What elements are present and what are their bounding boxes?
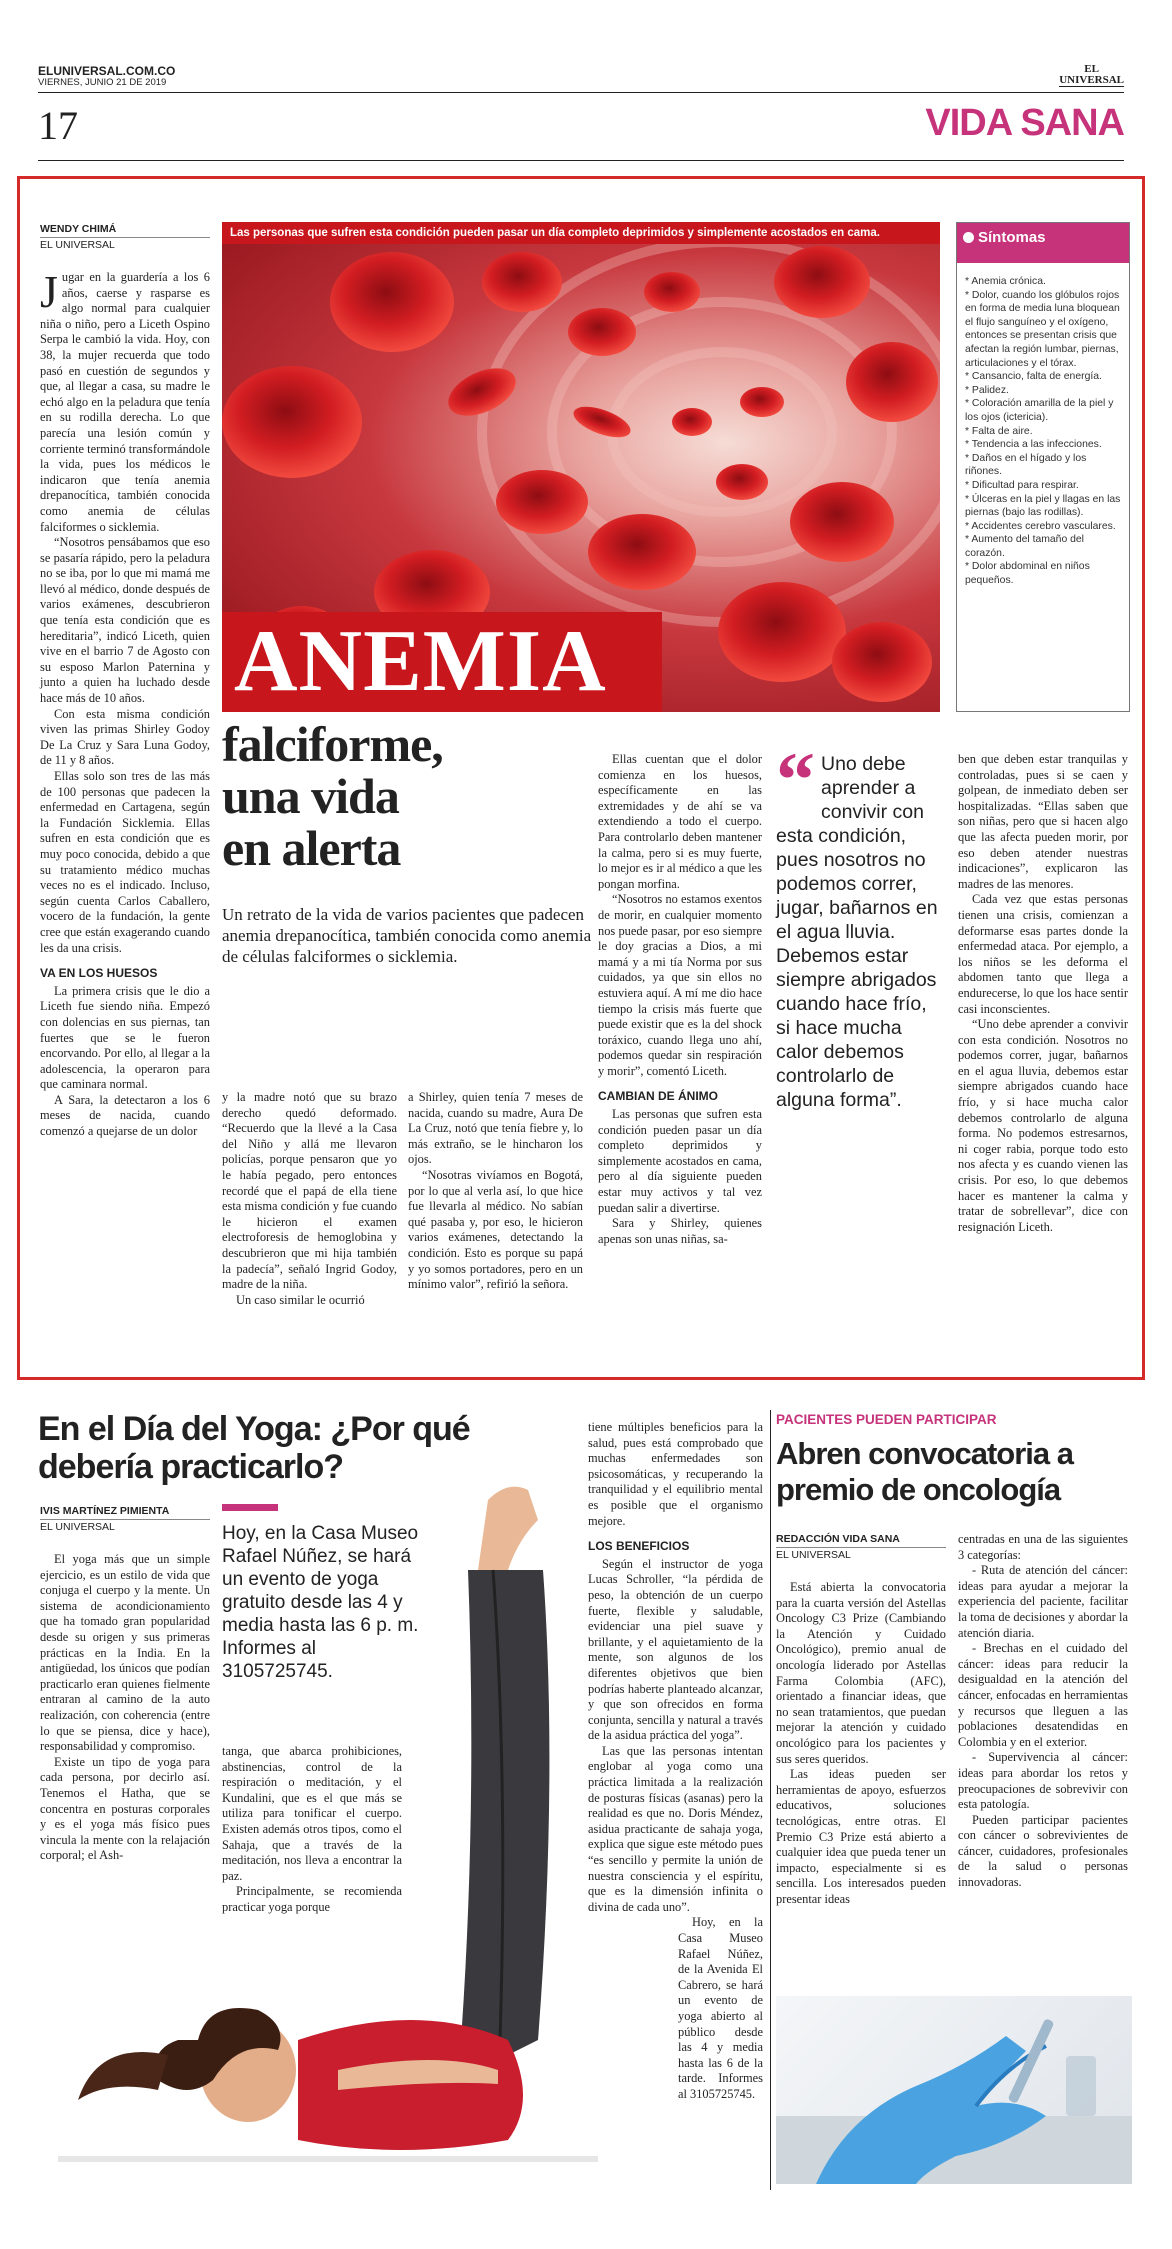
symptom-item: * Coloración amarilla de la piel y los ojos (ictericia). [965, 398, 1114, 423]
paragraph: Ellas cuentan que el dolor comienza en los huesos, específicamente en las extremidades y de ahí se va extendiendo a todo el cuerpo. Para controlarlo deben mantener la calma, pero si es muy fuerte, lo mejor es ir al médico a que les pongan morfina. [598, 752, 762, 891]
symptom-item: * Anemia crónica. [965, 276, 1046, 287]
newspaper-logo [1059, 64, 1124, 87]
symptoms-list [957, 263, 1129, 600]
quote-mark-icon: “ [776, 736, 815, 823]
byline-org: EL UNIVERSAL [40, 1521, 115, 1533]
byline-name: REDACCIÓN VIDA SANA [776, 1532, 946, 1548]
symptom-item: * Dificultad para respirar. [965, 479, 1079, 491]
page-number: 17 [38, 103, 78, 148]
symptom-item: * Palidez. [965, 384, 1009, 396]
bullet-circle-icon [963, 232, 974, 243]
symptom-item: * Úlceras en la piel y llagas en las piernas (bajo las rodillas). [965, 493, 1121, 519]
paragraph: centradas en una de las siguientes 3 categorías: [958, 1532, 1128, 1562]
oncology-headline: Abren convocatoria a premio de oncología [776, 1436, 1073, 1507]
yoga-column-3 [588, 1420, 763, 2103]
symptom-item: * Accidentes cerebro vasculares. [965, 520, 1116, 532]
oncology-column-2 [958, 1532, 1128, 1891]
paragraph: Cada vez que estas personas tienen una crisis, comienzan a deformarse esas partes donde la enfermedad ataca. Por ejemplo, a los niños se les deforma el abdomen tanto que llega a endurecerse, lo que los hace sentir casi inconscientes. [958, 892, 1128, 1016]
yoga-headline: En el Día del Yoga: ¿Por qué debería practicarlo? [38, 1410, 470, 1486]
column-divider [770, 1410, 771, 2190]
lab-hand-illustration [776, 1996, 1132, 2184]
anemia-column-4 [598, 752, 762, 1247]
byline-org: EL UNIVERSAL [40, 239, 115, 251]
paragraph: - Ruta de atención del cáncer: ideas para ayudar a mejorar la experiencia del paciente, facilitar la toma de decisiones y abordar la atención diaria. [958, 1563, 1128, 1640]
logo-bottom: UNIVERSAL [1059, 74, 1124, 86]
paragraph: Según el instructor de yoga Lucas Schroller, “la pérdida de peso, la obtención de un cuerpo fuerte, flexible y saludable, evidenciar una piel suave y brillante, y el aquietamiento de la mente, son algunos de los diferentes objetivos que bien podrías haberte planteado alcanzar, y que son ofrecidos en forma conjunta, sencilla y natural a través de la asidua práctica del yoga”. [588, 1556, 763, 1743]
subheading: LOS BENEFICIOS [588, 1539, 690, 1554]
section-rule [38, 160, 1124, 161]
paragraph: Sara y Shirley, quienes apenas son unas niñas, sa- [598, 1216, 762, 1246]
oncology-kicker: PACIENTES PUEDEN PARTICIPAR [776, 1412, 997, 1427]
photo-caption: Las personas que sufren esta condición pueden pasar un día completo deprimidos y simplemente acostados en cama. [222, 222, 940, 244]
masthead-rule [38, 92, 1124, 93]
issue-date: VIERNES, JUNIO 21 DE 2019 [38, 77, 167, 88]
paragraph: “Uno debe aprender a convivir con esta condición. Nosotros no podemos correr, jugar, bañarnos en el agua lluvia, debemos estar siempre abrigados cuando hace frío, y si hace mucha calor debemos controlarlo de alguna forma. No podemos estresarnos, ni coger rabia, porque todo esto nos afecta y es cuando vienen las crisis. Por eso, lo que debemos hacer es mantener la calma y tratar de sobrellevar”, dice con resignación Liceth. [958, 1017, 1128, 1234]
symptom-item: * Daños en el hígado y los riñones. [965, 452, 1087, 478]
drop-cap: J [40, 266, 58, 317]
oncology-column-1 [776, 1580, 946, 1907]
paragraph: Principalmente, se recomienda practicar yoga porque [222, 1884, 402, 1914]
anemia-column-6 [958, 752, 1128, 1235]
paragraph: Las ideas pueden ser herramientas de apoyo, esfuerzos educativos, soluciones tecnológicas, entre otras. El Premio C3 Prize está abierto a cualquier idea que pueda tener un impacto, especialmente si es sencilla. Los interesados pueden presentar ideas [776, 1767, 946, 1906]
symptom-item: * Tendencia a las infecciones. [965, 439, 1102, 451]
subheading: CAMBIAN DE ÁNIMO [598, 1089, 718, 1104]
paragraph: ben que deben estar tranquilas y controladas, pues si se caen y golpean, de inmediato deben ser hospitalizadas. “Ellas saben que son niñas, pero que si hacen algo que las afecta pueden morir, por eso deben atender nuestras indicaciones”, explicaron las madres de las menores. [958, 752, 1128, 891]
paragraph: y la madre notó que su brazo derecho quedó deformado. “Recuerdo que la llevé a la Casa del Niño y allá me llevaron policías, porque pensaron que yo le había pegado, pero entonces recordé que el papá de ella tiene esta misma condición y fue cuando le hicieron el examen electroforesis de hemoglobina y descubrieron que mi hija también la padecía”, señaló Ingrid Godoy, madre de la niña. [222, 1090, 397, 1292]
paragraph: El yoga más que un simple ejercicio, es un estilo de vida que conjuga el cuerpo y la mente. Un sistema de acondicionamiento que ha tomado gran popularidad desde su origen y sus primeras prácticas en la India. En la antigüedad, los únicos que podían practicarlo eran quienes fielmente entraran al camino de la auto realización, con coherencia (entre lo que se piensa, dice y hace), responsabilidad y compromiso. [40, 1552, 210, 1754]
paragraph: tiene múltiples beneficios para la salud, pues está comprobado que muchas enfermedades son psicosomáticas, y recuperando la tranquilidad y el equilibrio mental es posible que el organismo mejore. [588, 1420, 763, 1528]
pull-quote [776, 736, 946, 1112]
oncology-byline [776, 1532, 946, 1562]
paragraph: Ellas solo son tres de las más de 100 personas que padecen la enfermedad en Cartagena, según la Fundación Sicklemia. Ellas sufren en esta condición que es muy poco conocida, debido a que su tratamiento médico muchas veces no es el indicado. Incluso, según cuenta Carlos Caballero, vocero de la fundación, la gente cree que están exagerando cuando les da una crisis. [40, 769, 210, 955]
subheading: VA EN LOS HUESOS [40, 966, 158, 981]
byline-org: EL UNIVERSAL [776, 1549, 851, 1561]
symptom-item: * Cansancio, falta de energía. [965, 371, 1102, 383]
paragraph: - Brechas en el cuidado del cáncer: ideas para reducir la desigualdad en la atención del cáncer, enfocadas en herramientas y recursos que lleguen a las poblaciones desatendidas en Colombia y en el exterior. [958, 1641, 1128, 1749]
quote-text: Uno debe aprender a convivir con esta condición, pues nosotros no podemos correr, jugar, bañarnos en el agua lluvia. Debemos estar siempre abrigados cuando hace frío, si hace mucha calor debemos controlarlo de alguna forma”. [776, 753, 938, 1111]
paragraph: Pueden participar pacientes con cáncer o sobrevivientes de cáncer, cuidadores, profesionales de la salud o personas innovadoras. [958, 1812, 1128, 1890]
paragraph: A Sara, la detectaron a los 6 meses de nacida, cuando comenzó a quejarse de un dolor [40, 1092, 210, 1139]
symptom-item: * Dolor abdominal en niños pequeños. [965, 561, 1090, 587]
byline-name: IVIS MARTÍNEZ PIMIENTA [40, 1504, 210, 1520]
symptom-item: * Falta de aire. [965, 425, 1033, 437]
paragraph: Está abierta la convocatoria para la cuarta versión del Astellas Oncology C3 Prize (Cambiando la Atención y Cuidado Oncológico), premio anual de oncología liderado por Astellas Farma Colombia (AFC), orientado a financiar ideas, que no sean tratamientos, que puedan mejorar la atención y cuidado oncológico para los pacientes y sus seres queridos. [776, 1580, 946, 1766]
paragraph: - Supervivencia al cáncer: ideas para abordar los retos y preocupaciones de sobrevivir con esta patología. [958, 1750, 1128, 1812]
lab-gloves-photo [776, 1996, 1132, 2184]
paragraph: Con esta misma condición viven las primas Shirley Godoy De La Cruz y Sara Luna Godoy, de 11 y 8 años. [40, 706, 210, 768]
anemia-column-2 [222, 1090, 397, 1308]
yoga-pull-text: Hoy, en la Casa Museo Rafael Núñez, se hará un evento de yoga gratuito desde las 4 y media hasta las 6 p. m. Informes al 3105725745. [222, 1523, 419, 1682]
symptoms-box [956, 222, 1130, 712]
site-url[interactable]: ELUNIVERSAL.COM.CO [38, 64, 176, 78]
paragraph: tanga, que abarca prohibiciones, abstinencias, control de la respiración o meditación, y el Kundalini, que es el que más se utiliza para tonificar el cuerpo. Existen además otros tipos, como el Sahaja, que a través de la meditación, nos lleva a encontrar la paz. [222, 1744, 402, 1883]
anemia-deck: Un retrato de la vida de varios pacientes que padecen anemia drepanocítica, también conocida como anemia de células falciformes o sicklemia. [222, 905, 592, 966]
symptoms-header [957, 223, 1129, 263]
paragraph: La primera crisis que le dio a Liceth fue siendo niña. Empezó con dolencias en sus piernas, tan fuertes que se le fueron encorvando. Por ello, al llegar a la adolescencia, la operaron para que caminara normal. [40, 983, 210, 1092]
symptom-item: * Aumento del tamaño del corazón. [965, 534, 1084, 559]
paragraph: Las que las personas intentan englobar al yoga como una práctica limitada a la realización de posturas físicas (asanas) pero la realidad es que no. Doris Méndez, asidua practicante de sahaja yoga, explica que sigue este método pues “es sencillo y permite la unión de nuestra consciencia y el espíritu, que es la dimensión infinita o divina de cada uno”. [588, 1743, 763, 1914]
paragraph: Hoy, en la Casa Museo Rafael Núñez, de la Avenida El Cabrero, se hará un evento de yoga abierto al público desde las 4 y media hasta las 6 de la tarde. Informes al 3105725745. [678, 1915, 763, 2101]
paragraph: Un caso similar le ocurrió [236, 1292, 365, 1307]
paragraph: a Shirley, quien tenía 7 meses de nacida, cuando su madre, Aura De La Cruz, notó que tenía fiebre y, lo más extraño, se le hincharon los ojos. [408, 1090, 583, 1167]
yoga-column-1 [40, 1552, 210, 1864]
symptoms-title: Síntomas [978, 229, 1046, 246]
paragraph: Existe un tipo de yoga para cada persona, por decirlo así. Tenemos el Hatha, que se concentra en posturas corporales y es el yoga más físico pues vincula la mente con la relajación corporal; el Ash- [40, 1754, 210, 1863]
lead-paragraph: Jugar en la guardería a los 6 años, caerse y rasparse es algo normal para cualquier niña o niño, pero a Liceth Ospino Serpa le cambió la vida. Hoy, con 38, la mujer recuerda que todo pasó en cuestión de segundos y que, al llegar a casa, su madre le echó algo en la peladura que tenía en su rodilla derecha. Lo que parecía una lesión común y corriente terminó transformándole la vida, pues los médicos le indicaron que tenía anemia drepanocítica, también conocida como anemia de células falciformes o sicklemia. [40, 266, 210, 534]
anemia-title-box: ANEMIA [222, 612, 662, 712]
logo-top: EL [1084, 63, 1099, 75]
yoga-column-2 [222, 1744, 402, 1916]
anemia-byline [40, 222, 210, 252]
paragraph: “Nosotros pensábamos que eso se pasaría rápido, pero la peladura no se iba, por lo que mi mamá me llevó al médico, donde después de varios exámenes, descubrieron que tenía esta condición que es hereditaria”, indicó Liceth, quien vive en el barrio 7 de Agosto con su esposo Marlon Paternina y junto a quien ha luchado desde hace más de 10 años. [40, 535, 210, 706]
anemia-headline: falciforme, una vida en alerta [222, 716, 443, 876]
pull-quote-accent [222, 1504, 278, 1511]
yoga-byline [40, 1504, 210, 1534]
anemia-column-3 [408, 1090, 583, 1293]
symptom-item: * Dolor, cuando los glóbulos rojos en forma de media luna bloquean el flujo sanguíneo y el oxígeno, entonces se presentan crisis que afectan la región lumbar, piernas, articulaciones y el tórax. [965, 289, 1120, 369]
anemia-column-1 [40, 266, 210, 1140]
byline-name: WENDY CHIMÁ [40, 222, 210, 238]
paragraph: “Nosotros no estamos exentos de morir, en cualquier momento nos puede pasar, por eso siempre le doy gracias a Dios, a mi mamá y a mi tía Norma por sus cuidados, ya que sin ellos no estuviera aquí. A mí me dio hace tiempo la crisis más fuerte que puede existir que es la del shock toráxico, cuando llega uno ahí, podemos quedar sin respiración y morir”, comentó Liceth. [598, 892, 762, 1078]
paragraph: Las personas que sufren esta condición pueden pasar un día completo deprimidos y simplemente acostados en cama, pero al día siguiente pueden estar muy activos y tal vez puedan salir a divertirse. [598, 1107, 762, 1215]
paragraph: “Nosotras vivíamos en Bogotá, por lo que al verla así, lo que hice fue llevarla al médico. No sabían qué pasaba y, por eso, le hicieron varios exámenes, detectando la condición. Esto es porque su papá y yo somos portadores, pero en un mínimo valor”, refirió la señora. [408, 1167, 583, 1292]
section-title: VIDA SANA [925, 102, 1124, 144]
